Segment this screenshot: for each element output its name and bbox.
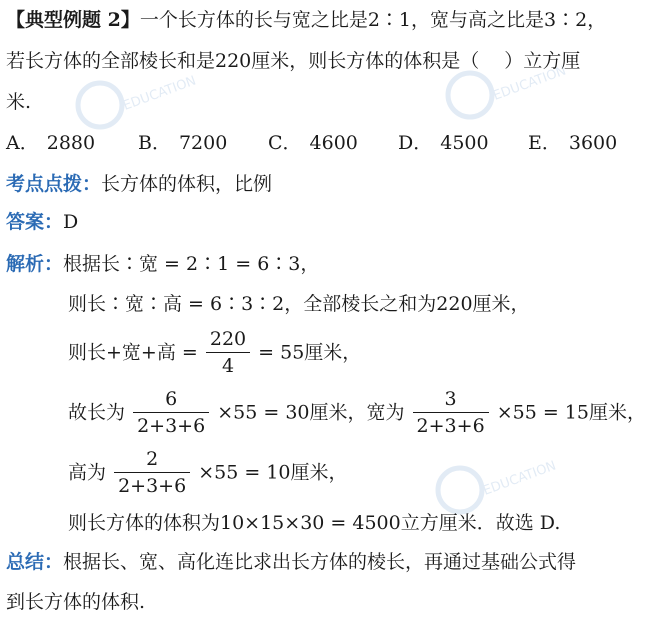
- question-line-1: [6, 8, 606, 32]
- answer-text: D: [63, 211, 79, 233]
- watermark-logo: [70, 70, 199, 140]
- question-line-3: 米.: [6, 91, 32, 113]
- option-c: C． 4600: [268, 132, 358, 154]
- question-line-2: 若长方体的全部棱长和是220厘米，则长方体的体积是（ ）立方厘: [6, 50, 581, 72]
- option-e: E． 3600: [528, 132, 618, 154]
- analysis-step-2: 则长∶宽∶高 = 6∶3∶2，全部棱长之和为220厘米，: [68, 293, 530, 315]
- summary-line-2: 到长方体的体积.: [6, 591, 146, 613]
- analysis-step-3: 则长+宽+高 = $\frac{220}{4}$ = 55厘米，: [68, 328, 362, 377]
- option-b: B． 7200: [138, 132, 228, 154]
- keypoint-text: 长方体的体积，比例: [101, 173, 273, 195]
- question-tag: 【典型例题 2】: [6, 9, 140, 31]
- fraction-length: $\frac{6}{2+3+6}$: [133, 387, 209, 438]
- svg-text:EDUCATION: EDUCATION: [481, 458, 559, 499]
- svg-text:EDUCATION: EDUCATION: [491, 63, 569, 104]
- fraction-height: $\frac{2}{2+3+6}$: [114, 447, 190, 498]
- keypoint: [6, 172, 272, 196]
- answer-label: 答案：: [6, 211, 64, 233]
- summary-line-1: 总结：根据长、宽、高化连比求出长方体的棱长，再通过基础公式得: [6, 551, 577, 573]
- answer: [6, 210, 78, 234]
- fraction-220-over-4: $\frac{220}{4}$: [206, 327, 250, 378]
- analysis-label: 解析：: [6, 253, 64, 275]
- analysis-step-1: 解析：根据长∶宽 = 2∶1 = 6∶3，: [6, 253, 320, 275]
- fraction-width: $\frac{3}{2+3+6}$: [413, 387, 489, 438]
- option-a: A． 2880: [6, 132, 96, 154]
- svg-text:EDUCATION: EDUCATION: [121, 73, 199, 114]
- option-d: D． 4500: [398, 132, 489, 154]
- analysis-step-6: 则长方体的体积为10×15×30 = 4500立方厘米．故选 D.: [68, 512, 561, 534]
- question-text: 一个长方体的长与宽之比是2∶1，宽与高之比是3∶2，: [139, 9, 607, 31]
- analysis-step-4: 故长为 $\frac{6}{2+3+6}$ ×55 = 30厘米，宽为 $\frac{3}{2+3+6}$ ×55 = 15厘米，: [68, 388, 646, 437]
- analysis-step-5: 高为 $\frac{2}{2+3+6}$ ×55 = 10厘米，: [68, 448, 348, 497]
- keypoint-label: 考点点拨：: [6, 173, 102, 195]
- summary-label: 总结：: [6, 551, 64, 573]
